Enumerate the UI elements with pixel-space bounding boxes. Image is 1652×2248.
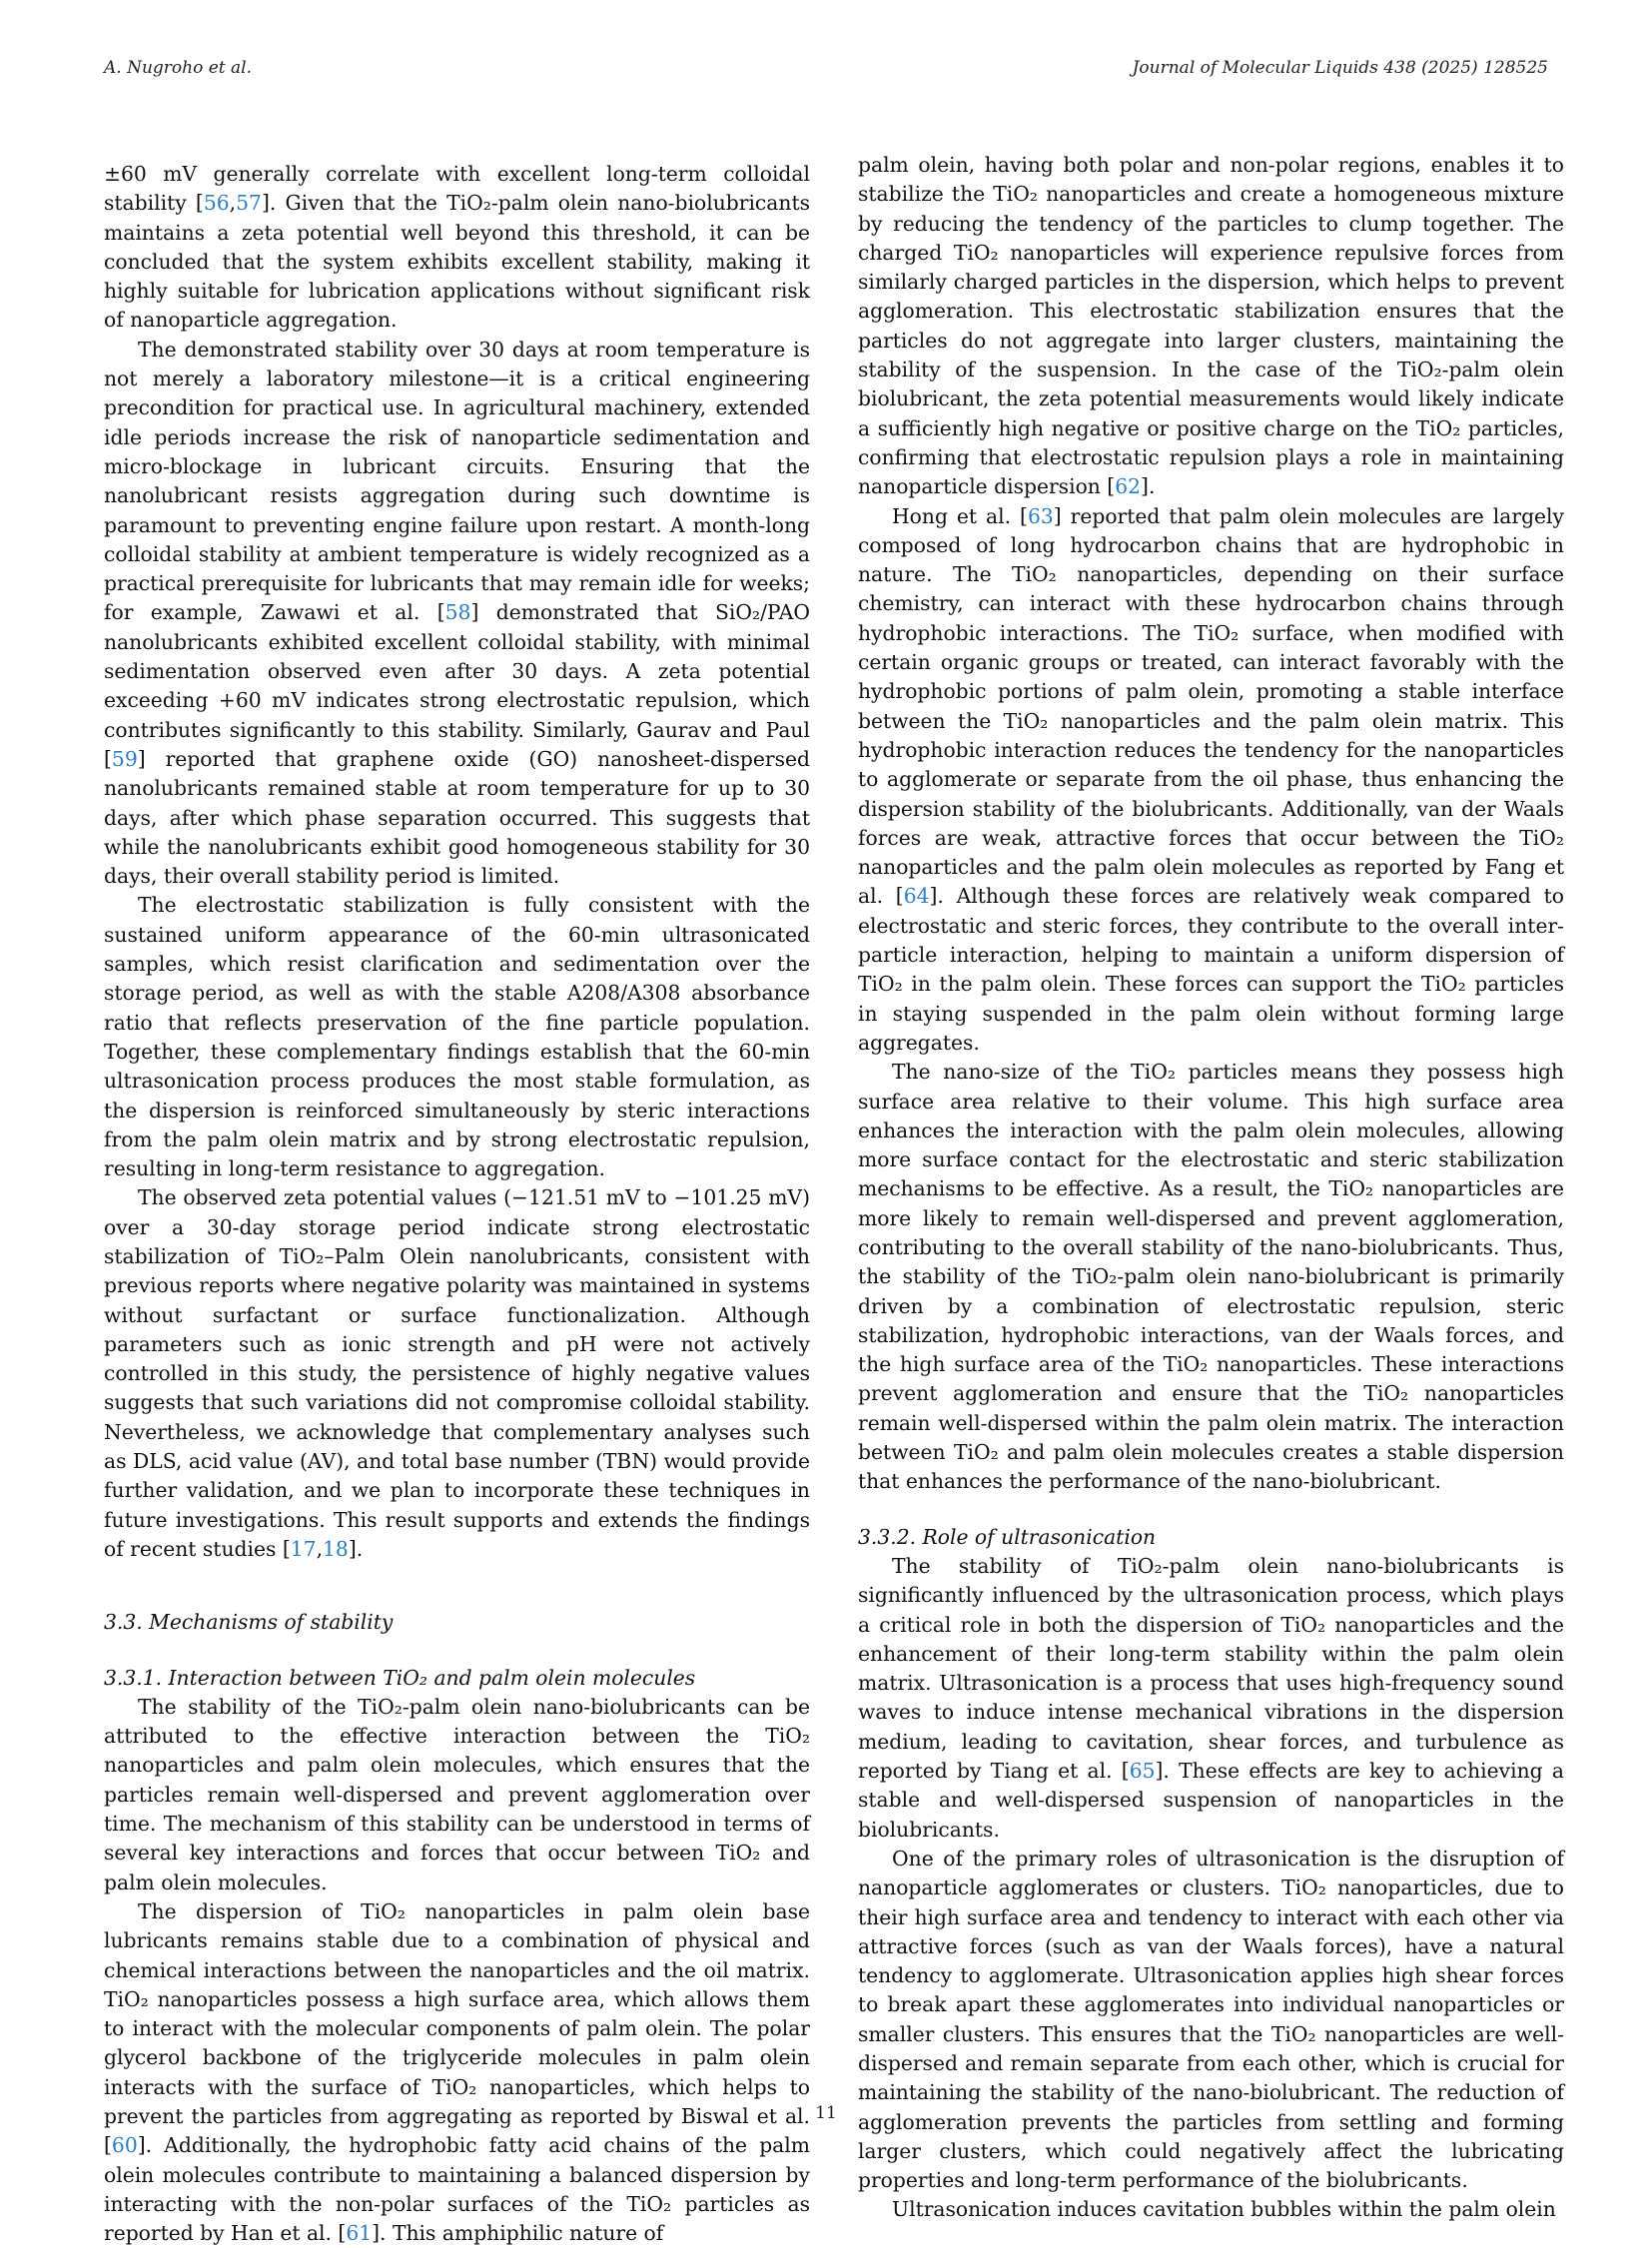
header-journal: Journal of Molecular Liquids 438 (2025) 128525 — [1132, 58, 1548, 78]
paragraph: Ultrasonication induces cavitation bubbles within the palm olein — [892, 2197, 1556, 2222]
paragraph: The stability of the TiO₂-palm olein nano-biolubricants can be attributed to the effective interaction between the TiO₂ nanoparticles and palm olein molecules, which ensures that the particles remain well-dispersed and prevent agglomeration over time. The mechanism of this stability can be understood in terms of several key interactions and forces that occur between TiO₂ and palm olein molecules. — [104, 1694, 810, 1894]
subsection-heading: 3.3.2. Role of ultrasonication — [858, 1524, 1157, 1549]
header-authors: A. Nugroho et al. — [104, 58, 253, 78]
paragraph: The stability of TiO₂-palm olein nano-biolubricants is significantly influenced by the ultrasonication process, which plays a critical role in both the dispersion of TiO₂ nanoparticles and the enhancement of their long-term stability within the palm olein matrix. Ultrasonication is a process that uses high-frequency sound waves to induce intense mechanical vibrations in the dispersion medium, leading to cavitation, shear forces, and turbulence as reported by Tiang et al. [65]. These effects are key to achieving a stable and well-dispersed suspension of nanoparticles in the biolubricants. — [858, 1553, 1564, 1842]
paragraph: The observed zeta potential values (−121.51 mV to −101.25 mV) over a 30-day storage period indicate strong electrostatic stabilization of TiO₂–Palm Olein nanolubricants, consistent with previous reports where negative polarity was maintained in systems without surfactant or surface functionalization. Although parameters such as ionic strength and pH were not actively controlled in this study, the persistence of highly negative values suggests that such variations did not compromise colloidal stability. Nevertheless, we acknowledge that complementary analyses such as DLS, acid value (AV), and total base number (TBN) would provide further validation, and we plan to incorporate these techniques in future investigations. This result supports and extends the findings of recent studies [17,18]. — [104, 1185, 810, 1561]
left-column — [104, 160, 810, 2248]
section-heading: 3.3. Mechanisms of stability — [104, 1610, 394, 1635]
paragraph: The demonstrated stability over 30 days at room temperature is not merely a laboratory milestone—it is a critical engineering precondition for practical use. In agricultural machinery, extended idle periods increase the risk of nanoparticle sedimentation and micro-blockage in lubricant circuits. Ensuring that the nanolubricant resists aggregation during such downtime is paramount to preventing engine failure upon restart. A month-long colloidal stability at ambient temperature is widely recognized as a practical prerequisite for lubricants that may remain idle for weeks; for example, Zawawi et al. [58] demonstrated that SiO₂/PAO nanolubricants exhibited excellent colloidal stability, with minimal sedimentation observed even after 30 days. A zeta potential exceeding +60 mV indicates strong electrostatic repulsion, which contributes significantly to this stability. Similarly, Gaurav and Paul [59] reported that graphene oxide (GO) nanosheet-dispersed nanolubricants remained stable at room temperature for up to 30 days, after which phase separation occurred. This suggests that while the nanolubricants exhibit good homogeneous stability for 30 days, their overall stability period is limited. — [104, 337, 810, 889]
citation-link[interactable]: 18 — [323, 1536, 349, 1561]
paragraph: ±60 mV generally correlate with excellent long-term colloidal stability [56,57]. Given that the TiO₂-palm olein nano-biolubricants maintains a zeta potential well beyond this threshold, it can be concluded that the system exhibits excellent stability, making it highly suitable for lubrication applications without significant risk of nanoparticle aggregation. — [104, 162, 811, 333]
citation-link[interactable]: 64 — [903, 884, 930, 909]
citation-link[interactable]: 60 — [111, 2133, 138, 2158]
citation-link[interactable]: 17 — [290, 1536, 317, 1561]
citation-link[interactable]: 62 — [1115, 474, 1142, 499]
paragraph: The electrostatic stabilization is fully consistent with the sustained uniform appearance of the 60-min ultrasonicated samples, which resist clarification and sedimentation over the storage period, as well as with the stable A208/A308 absorbance ratio that reflects preservation of the fine particle population. Together, these complementary findings establish that the 60-min ultrasonication process produces the most stable formulation, as the dispersion is reinforced simultaneously by steric interactions from the palm olein matrix and by strong electrostatic repulsion, resulting in long-term resistance to aggregation. — [104, 893, 810, 1181]
citation-link[interactable]: 58 — [444, 600, 471, 625]
paragraph: One of the primary roles of ultrasonication is the disruption of nanoparticle agglomerates or clusters. TiO₂ nanoparticles, due to their high surface area and tendency to interact with each other via attractive forces (such as van der Waals forces), have a natural tendency to agglomerate. Ultrasonication applies high shear forces to break apart these agglomerates into individual nanoparticles or smaller clusters. This ensures that the TiO₂ nanoparticles are well-dispersed and remain separate from each other, which is crucial for maintaining the stability of the nano-biolubricant. The reduction of agglomeration prevents the particles from settling and forming larger clusters, which could negatively affect the lubricating properties and long-term performance of the biolubricants. — [858, 1846, 1564, 2193]
paragraph: The dispersion of TiO₂ nanoparticles in palm olein base lubricants remains stable due to a combination of physical and chemical interactions between the nanoparticles and the oil matrix. TiO₂ nanoparticles possess a high surface area, which allows them to interact with the molecular components of palm olein. The polar glycerol backbone of the triglyceride molecules in palm olein interacts with the surface of TiO₂ nanoparticles, which helps to prevent the particles from aggregating as reported by Biswal et al. [60]. Additionally, the hydrophobic fatty acid chains of the palm olein molecules contribute to maintaining a balanced dispersion by interacting with the non-polar surfaces of the TiO₂ particles as reported by Han et al. [61]. This amphiphilic nature of — [104, 1898, 810, 2246]
citation-link[interactable]: 63 — [1027, 503, 1054, 528]
paragraph: palm olein, having both polar and non-polar regions, enables it to stabilize the TiO₂ nanoparticles and create a homogeneous mixture by reducing the tendency of the particles to clump together. The charged TiO₂ nanoparticles will experience repulsive forces from similarly charged particles in the dispersion, which helps to prevent agglomeration. This electrostatic stabilization ensures that the particles do not aggregate into larger clusters, maintaining the stability of the suspension. In the case of the TiO₂-palm olein biolubricant, the zeta potential measurements would likely indicate a sufficiently high negative or positive charge on the TiO₂ particles, confirming that electrostatic repulsion plays a role in maintaining nanoparticle dispersion [62]. — [858, 153, 1564, 499]
paragraph: The nano-size of the TiO₂ particles means they possess high surface area relative to their volume. This high surface area enhances the interaction with the palm olein molecules, allowing more surface contact for the electrostatic and steric stabilization mechanisms to be effective. As a result, the TiO₂ nanoparticles are more likely to remain well-dispersed and prevent agglomeration, contributing to the overall stability of the nano-biolubricants. Thus, the stability of the TiO₂-palm olein nano-biolubricant is primarily driven by a combination of electrostatic repulsion, steric stabilization, hydrophobic interactions, van der Waals forces, and the high surface area of the TiO₂ nanoparticles. These interactions prevent agglomeration and ensure that the TiO₂ nanoparticles remain well-dispersed within the palm olein matrix. The interaction between TiO₂ and palm olein molecules creates a stable dispersion that enhances the performance of the nano-biolubricant. — [858, 1060, 1564, 1494]
citation-link[interactable]: 61 — [346, 2221, 373, 2246]
page-number: 11 — [815, 2103, 837, 2123]
citation-link[interactable]: 59 — [111, 746, 138, 771]
citation-link[interactable]: 56 — [203, 191, 230, 216]
citation-link[interactable]: 65 — [1129, 1759, 1156, 1784]
right-column — [858, 151, 1564, 2225]
paragraph: Hong et al. [63] reported that palm olein molecules are largely composed of long hydrocarbon chains that are hydrophobic in nature. The TiO₂ nanoparticles, depending on their surface chemistry, can interact with these hydrocarbon chains through hydrophobic interactions. The TiO₂ surface, when modified with certain organic groups or treated, can interact favorably with the hydrophobic portions of palm olein, promoting a stable interface between the TiO₂ nanoparticles and the palm olein matrix. This hydrophobic interaction reduces the tendency for the nanoparticles to agglomerate or separate from the oil phase, thus enhancing the dispersion stability of the biolubricants. Additionally, van der Waals forces are weak, attractive forces that occur between the TiO₂ nanoparticles and the palm olein molecules as reported by Fang et al. [64]. Although these forces are relatively weak compared to electrostatic and steric forces, they contribute to the overall inter-particle interaction, helping to maintain a uniform dispersion of TiO₂ in the palm olein. These forces can support the TiO₂ particles in staying suspended in the palm olein without forming large aggregates. — [858, 503, 1564, 1055]
citation-link[interactable]: 57 — [236, 191, 262, 216]
subsection-heading: 3.3.1. Interaction between TiO₂ and palm olein molecules — [104, 1665, 696, 1690]
